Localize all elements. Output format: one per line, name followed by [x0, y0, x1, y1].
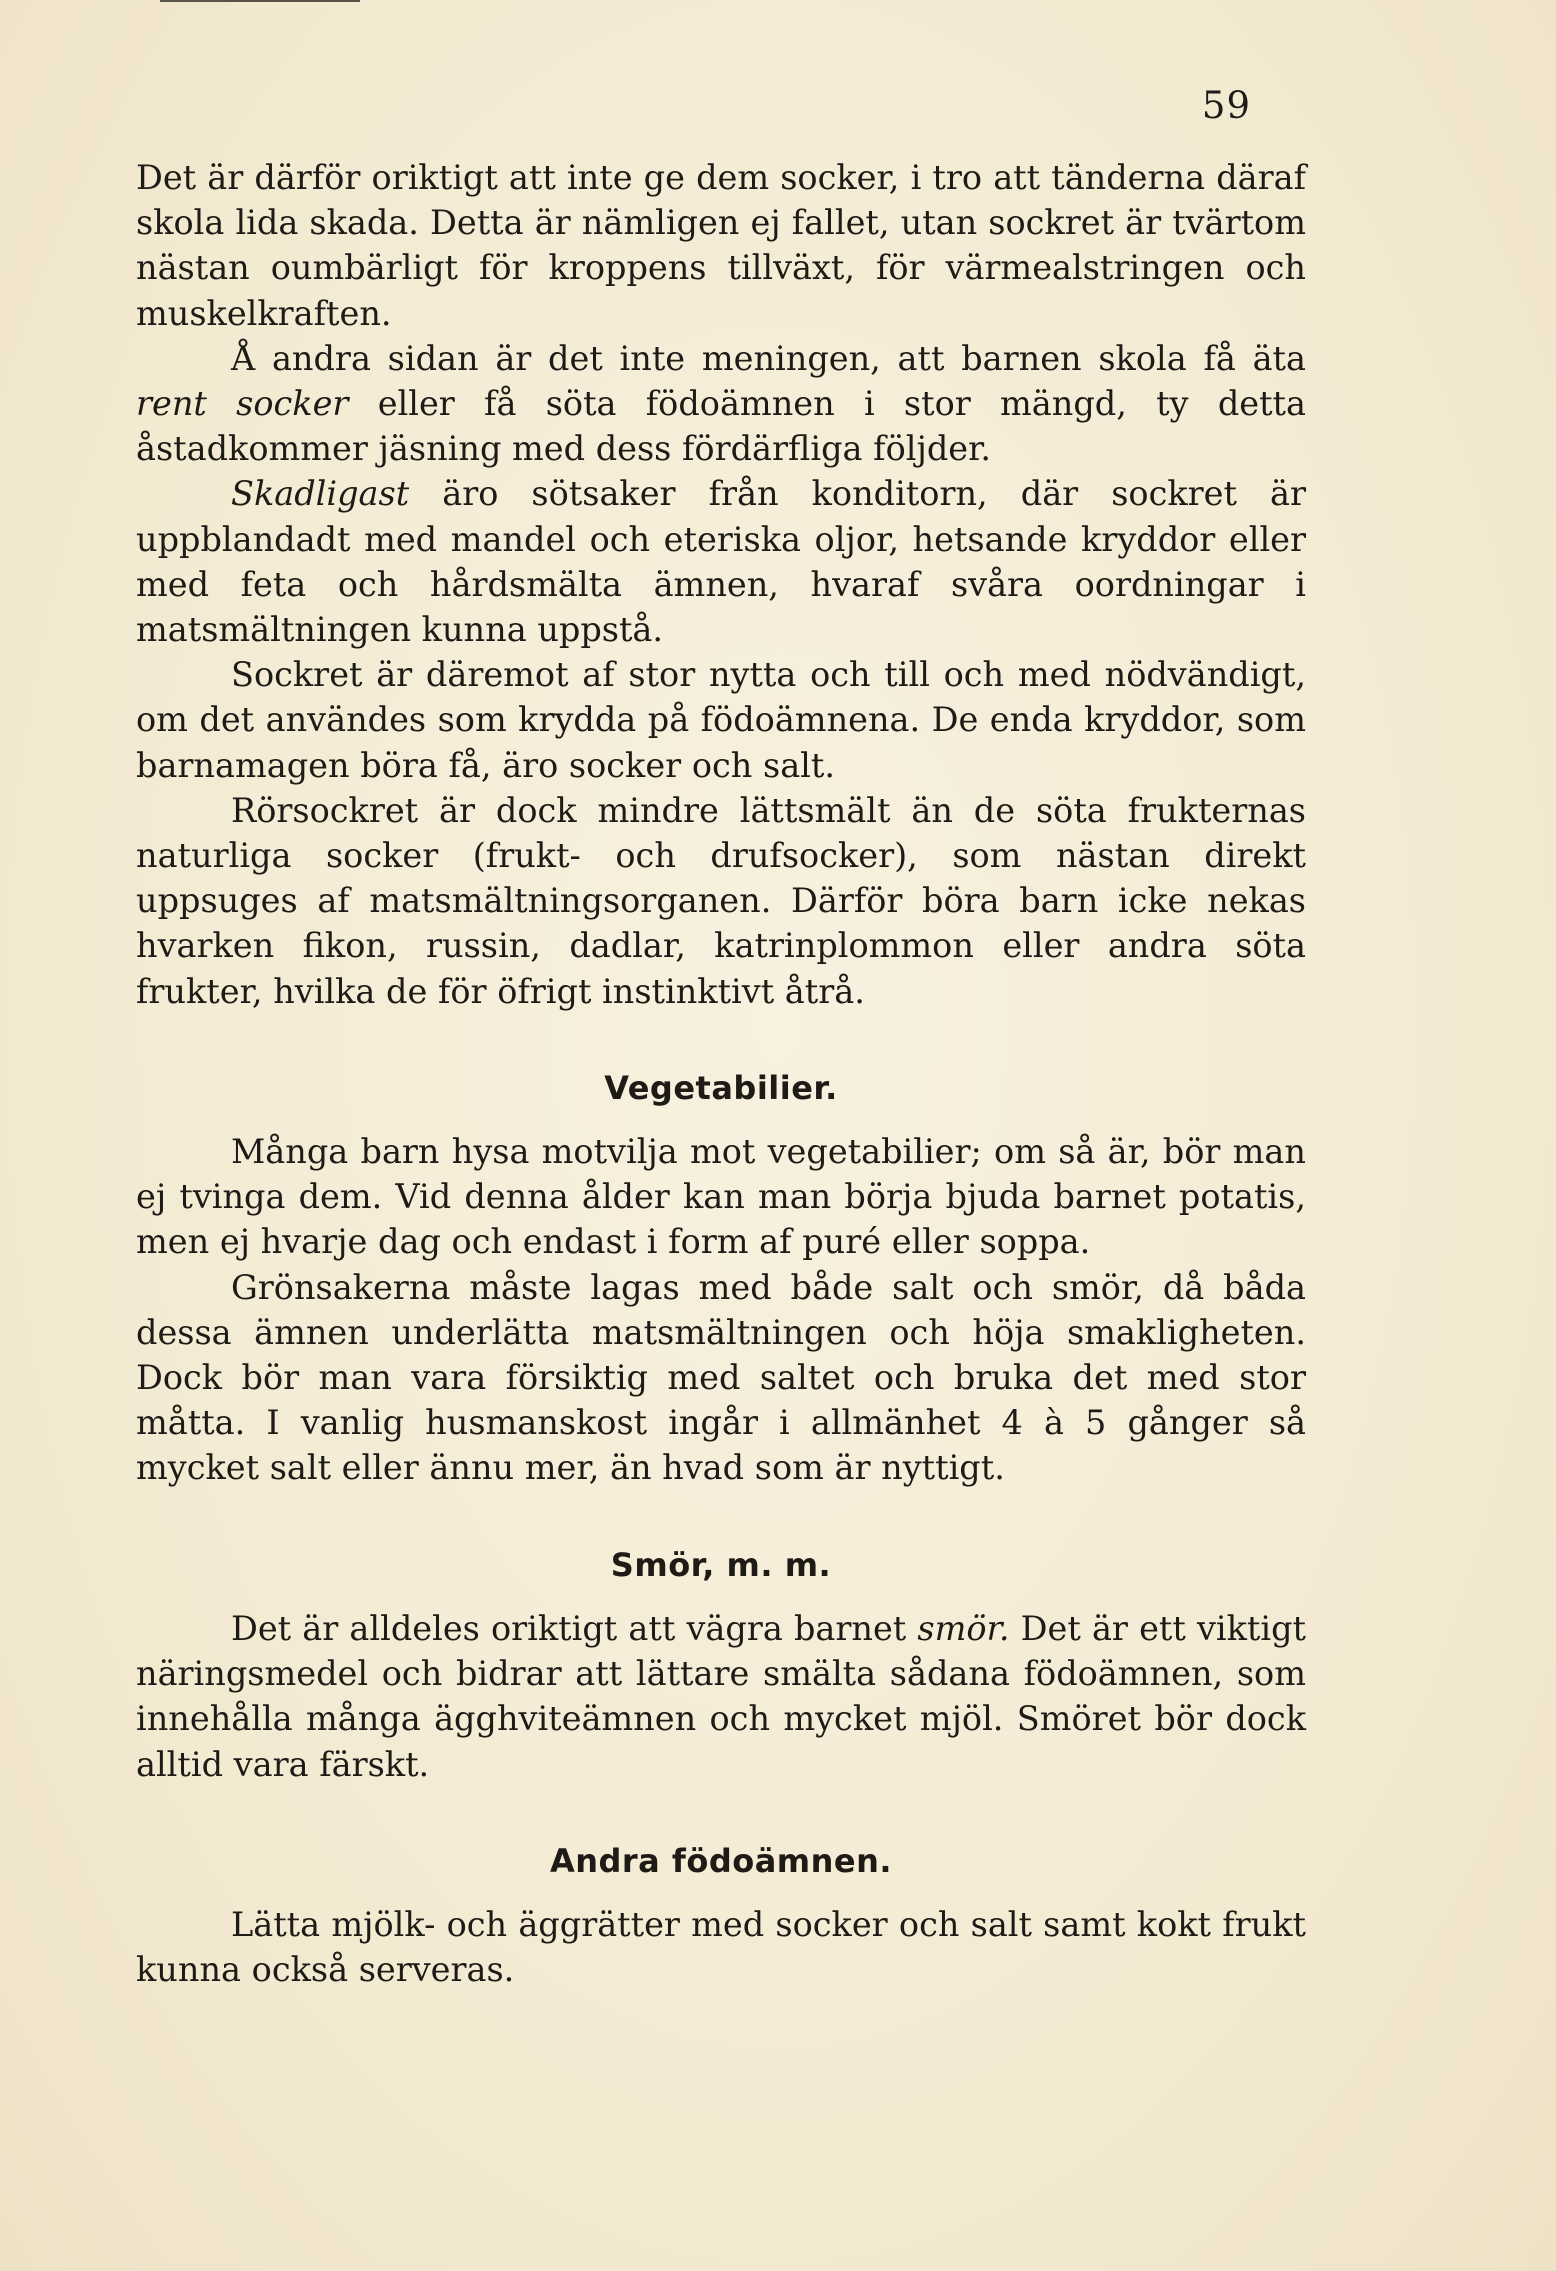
page-body — [136, 155, 1306, 1992]
paragraph-text: Rörsockret är dock mindre lättsmält än de söta frukternas naturliga socker (frukt- och drufsocker), som nästan direkt uppsuges af matsmältningsorganen. Därför böra barn icke nekas hvarken fikon, russin, dadlar, katrinplommon eller andra söta frukter, hvilka de för öfrigt instinktivt åtrå. — [136, 790, 1306, 1011]
page-number: 59 — [1201, 84, 1251, 127]
paragraph — [136, 1265, 1306, 1491]
section-vegetabilier — [136, 1129, 1306, 1491]
paragraph-text: Å andra sidan är det inte meningen, att barnen skola få äta — [231, 338, 1306, 378]
paragraph-text: Sockret är däremot af stor nytta och till och med nödvändigt, om det användes som krydda på födoämnena. De enda kryddor, som barnamagen böra få, äro socker och salt. — [136, 655, 1306, 785]
emphasis-text: Skadligast — [231, 474, 410, 514]
heading-vegetabilier: Vegetabilier. — [604, 1068, 838, 1107]
top-edge-rule — [160, 0, 360, 2]
emphasis-text: smör. — [917, 1608, 1010, 1648]
section-socker — [136, 155, 1306, 1014]
paragraph — [136, 1606, 1306, 1787]
paragraph-text: Det är ett viktigt näringsmedel och bidrar att lättare smälta sådana födoämnen, som innehålla många ägghviteämnen och mycket mjöl. Smöret bör dock alltid vara färskt. — [136, 1608, 1307, 1784]
paragraph — [136, 1902, 1306, 1992]
paragraph-text: Lätta mjölk- och äggrätter med socker och salt samt kokt frukt kunna också serveras. — [136, 1904, 1306, 1990]
section-andra-fodoamnen — [136, 1902, 1306, 1992]
section-smor — [136, 1606, 1306, 1787]
paragraph — [136, 788, 1306, 1014]
paragraph — [136, 652, 1306, 788]
paragraph-text: Det är alldeles oriktigt att vägra barnet — [231, 1608, 918, 1648]
paragraph-text: äro sötsaker från konditorn, där sockret är uppblandadt med mandel och eteriska oljor, hetsande kryddor eller med feta och hårdsmälta ämnen, hvaraf svåra oordningar i matsmältningen kunna uppstå. — [136, 474, 1306, 650]
paragraph — [136, 155, 1306, 336]
paragraph-text: Många barn hysa motvilja mot vegetabilier; om så är, bör man ej tvinga dem. Vid denna ålder kan man börja bjuda barnet potatis, men ej hvarje dag och endast i form af puré eller soppa. — [136, 1132, 1306, 1262]
heading-smor: Smör, m. m. — [610, 1545, 832, 1584]
paragraph-text: Det är därför oriktigt att inte ge dem socker, i tro att tänderna däraf skola lida skada. Detta är nämligen ej fallet, utan sockret är tvärtom nästan oumbärligt för kroppens tillväxt, för värmealstringen och muskelkraften. — [136, 158, 1306, 333]
paragraph-text: eller få söta födoämnen i stor mängd, ty detta åstadkommer jäsning med dess fördärfliga följder. — [136, 384, 1306, 469]
paragraph-text: Grönsakerna måste lagas med både salt och smör, då båda dessa ämnen underlätta matsmältningen och höja smakligheten. Dock bör man vara försiktig med saltet och bruka det med stor måtta. I vanlig husmanskost ingår i allmänhet 4 à 5 gånger så mycket salt eller ännu mer, än hvad som är nyttigt. — [136, 1267, 1306, 1488]
heading-andra-fodoamnen: Andra födoämnen. — [549, 1841, 893, 1880]
emphasis-text: rent socker — [136, 384, 349, 424]
paragraph — [136, 336, 1306, 472]
paragraph — [136, 471, 1306, 652]
paragraph — [136, 1129, 1306, 1265]
